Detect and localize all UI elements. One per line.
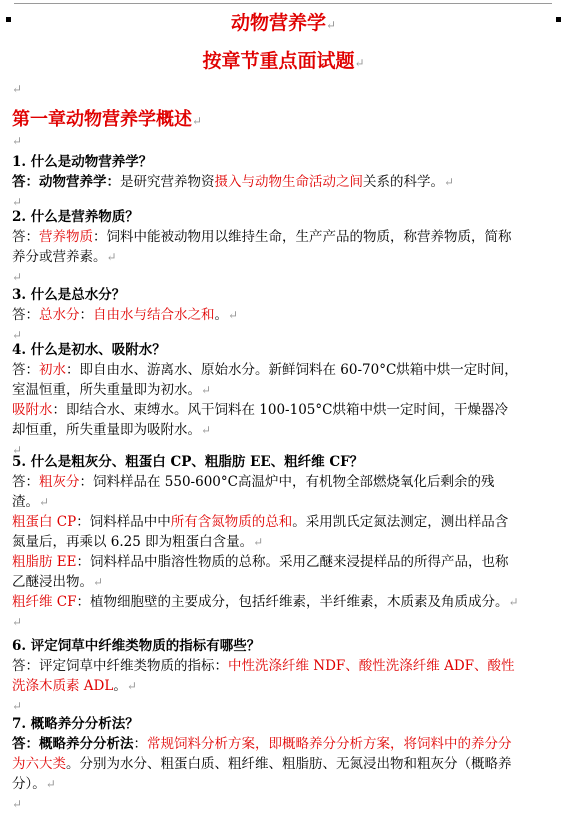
highlighted-term: 营养物质 (39, 229, 93, 245)
answer-text: 。 (214, 307, 228, 323)
answer-paragraph (12, 734, 520, 794)
qa-item (12, 452, 520, 632)
paragraph-mark: ↵ (106, 250, 117, 264)
highlighted-term: 粗灰分 (39, 474, 80, 490)
answer-text: ：饲料样品中中 (76, 514, 171, 530)
answer-text: ： (79, 307, 93, 323)
qa-item (12, 152, 520, 212)
answer-text: 是研究营养物资 (120, 174, 215, 190)
answer-paragraph (12, 472, 520, 512)
answer-paragraph (12, 552, 520, 592)
paragraph-mark: ↵ (12, 270, 23, 284)
qa-item (12, 207, 520, 287)
answer-text: ：即自由水、游离水、原始水分。新鲜饲料在 60-70°C烘箱中烘一定时间，室温恒重，所失重量即为初水。 (12, 362, 518, 398)
highlighted-term: 粗纤维 CF (12, 594, 77, 610)
highlighted-term: 初水 (39, 362, 66, 378)
answer-text: 答：动物营养学： (12, 174, 120, 190)
highlighted-term: 粗脂肪 EE (12, 554, 77, 570)
question-heading: 5. 什么是粗灰分、粗蛋白 CP、粗脂肪 EE、粗纤维 CF？ (12, 454, 364, 470)
paragraph-mark: ↵ (12, 443, 23, 457)
paragraph-mark: ↵ (93, 575, 104, 589)
qa-item (12, 340, 520, 460)
document-subtitle: 按章节重点面试题↵ (202, 50, 365, 72)
paragraph-mark: ↵ (39, 495, 50, 509)
answer-paragraph (12, 227, 520, 267)
highlighted-term: 吸附水 (12, 402, 53, 418)
answer-paragraph (12, 305, 520, 325)
answer-paragraph (12, 656, 520, 696)
qa-item (12, 285, 520, 345)
answer-text: 。分别为水分、粗蛋白质、粗纤维、粗脂肪、无氮浸出物和粗灰分（概略养分）。 (12, 756, 512, 792)
answer-paragraph (12, 512, 520, 552)
highlighted-term: 摄入与动物生命活动之间 (214, 174, 363, 190)
paragraph-mark: ↵ (12, 82, 23, 96)
answer-text: 答： (12, 362, 39, 378)
paragraph-mark: ↵ (201, 423, 212, 437)
paragraph-mark: ↵ (12, 134, 23, 148)
question-heading: 2. 什么是营养物质？ (12, 209, 139, 225)
answer-text: 答： (12, 307, 39, 323)
paragraph-mark: ↵ (228, 308, 239, 322)
paragraph-mark: ↵ (253, 535, 264, 549)
answer-text: 答：评定饲草中纤维类物质的指标： (12, 658, 228, 674)
answer-text: ：植物细胞壁的主要成分，包括纤维素，半纤维素，木质素及角质成分。 (76, 594, 509, 610)
answer-text: ： (133, 736, 147, 752)
highlighted-term: 总水分 (39, 307, 80, 323)
header-rule (14, 3, 552, 4)
paragraph-mark: ↵ (12, 195, 23, 209)
answer-text: ：饲料样品中脂溶性物质的总称。采用乙醚来浸提样品的所得产品，也称乙醚浸出物。 (12, 554, 509, 590)
answer-text: 。 (113, 678, 127, 694)
chapter-heading: 第一章动物营养学概述↵ (12, 109, 203, 130)
highlighted-term: 所有含氮物质的总和 (170, 514, 293, 530)
question-heading: 7. 概略养分分析法？ (12, 716, 139, 732)
answer-text: 答： (12, 229, 39, 245)
answer-text: ：即结合水、束缚水。风干饲料在 100-105°C烘箱中烘一定时间，干燥器冷却恒重，所失重量即为吸附水。 (12, 402, 508, 438)
answer-paragraph (12, 172, 520, 192)
answer-text: 。采用凯氏定氮法测定，测出样品含氮量后，再乘以 6.25 即为粗蛋白含量。 (12, 514, 509, 550)
question-heading: 4. 什么是初水、吸附水？ (12, 342, 166, 358)
paragraph-mark: ↵ (12, 615, 23, 629)
question-heading: 3. 什么是总水分？ (12, 287, 126, 303)
paragraph-mark: ↵ (45, 777, 56, 791)
answer-paragraph (12, 400, 520, 440)
paragraph-mark: ↵ (12, 797, 23, 811)
paragraph-mark: ↵ (126, 679, 137, 693)
question-heading: 1. 什么是动物营养学？ (12, 154, 153, 170)
answer-paragraph (12, 360, 520, 400)
paragraph-mark: ↵ (444, 175, 455, 189)
highlighted-term: 自由水与结合水之和 (93, 307, 215, 323)
paragraph-mark: ↵ (201, 383, 212, 397)
answer-text: 答： (12, 474, 39, 490)
answer-paragraph (12, 592, 520, 612)
highlighted-term: 常规饲料分析方案，即概略养分分析方案，将饲料中的养分分为六大类 (12, 736, 512, 772)
highlighted-term: 中性洗涤纤维 NDF、酸性洗涤纤维 ADF、酸性洗涤木质素 ADL (12, 658, 515, 694)
highlighted-term: 粗蛋白 CP (12, 514, 77, 530)
paragraph-mark: ↵ (508, 595, 519, 609)
answer-text: 关系的科学。 (363, 174, 444, 190)
answer-text: ：饲料中能被动物用以维持生命，生产产品的物质，称营养物质，简称养分或营养素。 (12, 229, 512, 265)
answer-text: ：饲料样品在 550-600°C高温炉中，有机物全部燃烧氧化后剩余的残渣。 (12, 474, 495, 510)
paragraph-mark: ↵ (12, 328, 23, 342)
question-heading: 6. 评定饲草中纤维类物质的指标有哪些？ (12, 638, 261, 654)
paragraph-mark: ↵ (12, 699, 23, 713)
document-title: 动物营养学↵ (230, 12, 337, 34)
qa-item (12, 714, 520, 814)
answer-text: 答：概略养分分析法 (12, 736, 134, 752)
qa-item (12, 636, 520, 716)
